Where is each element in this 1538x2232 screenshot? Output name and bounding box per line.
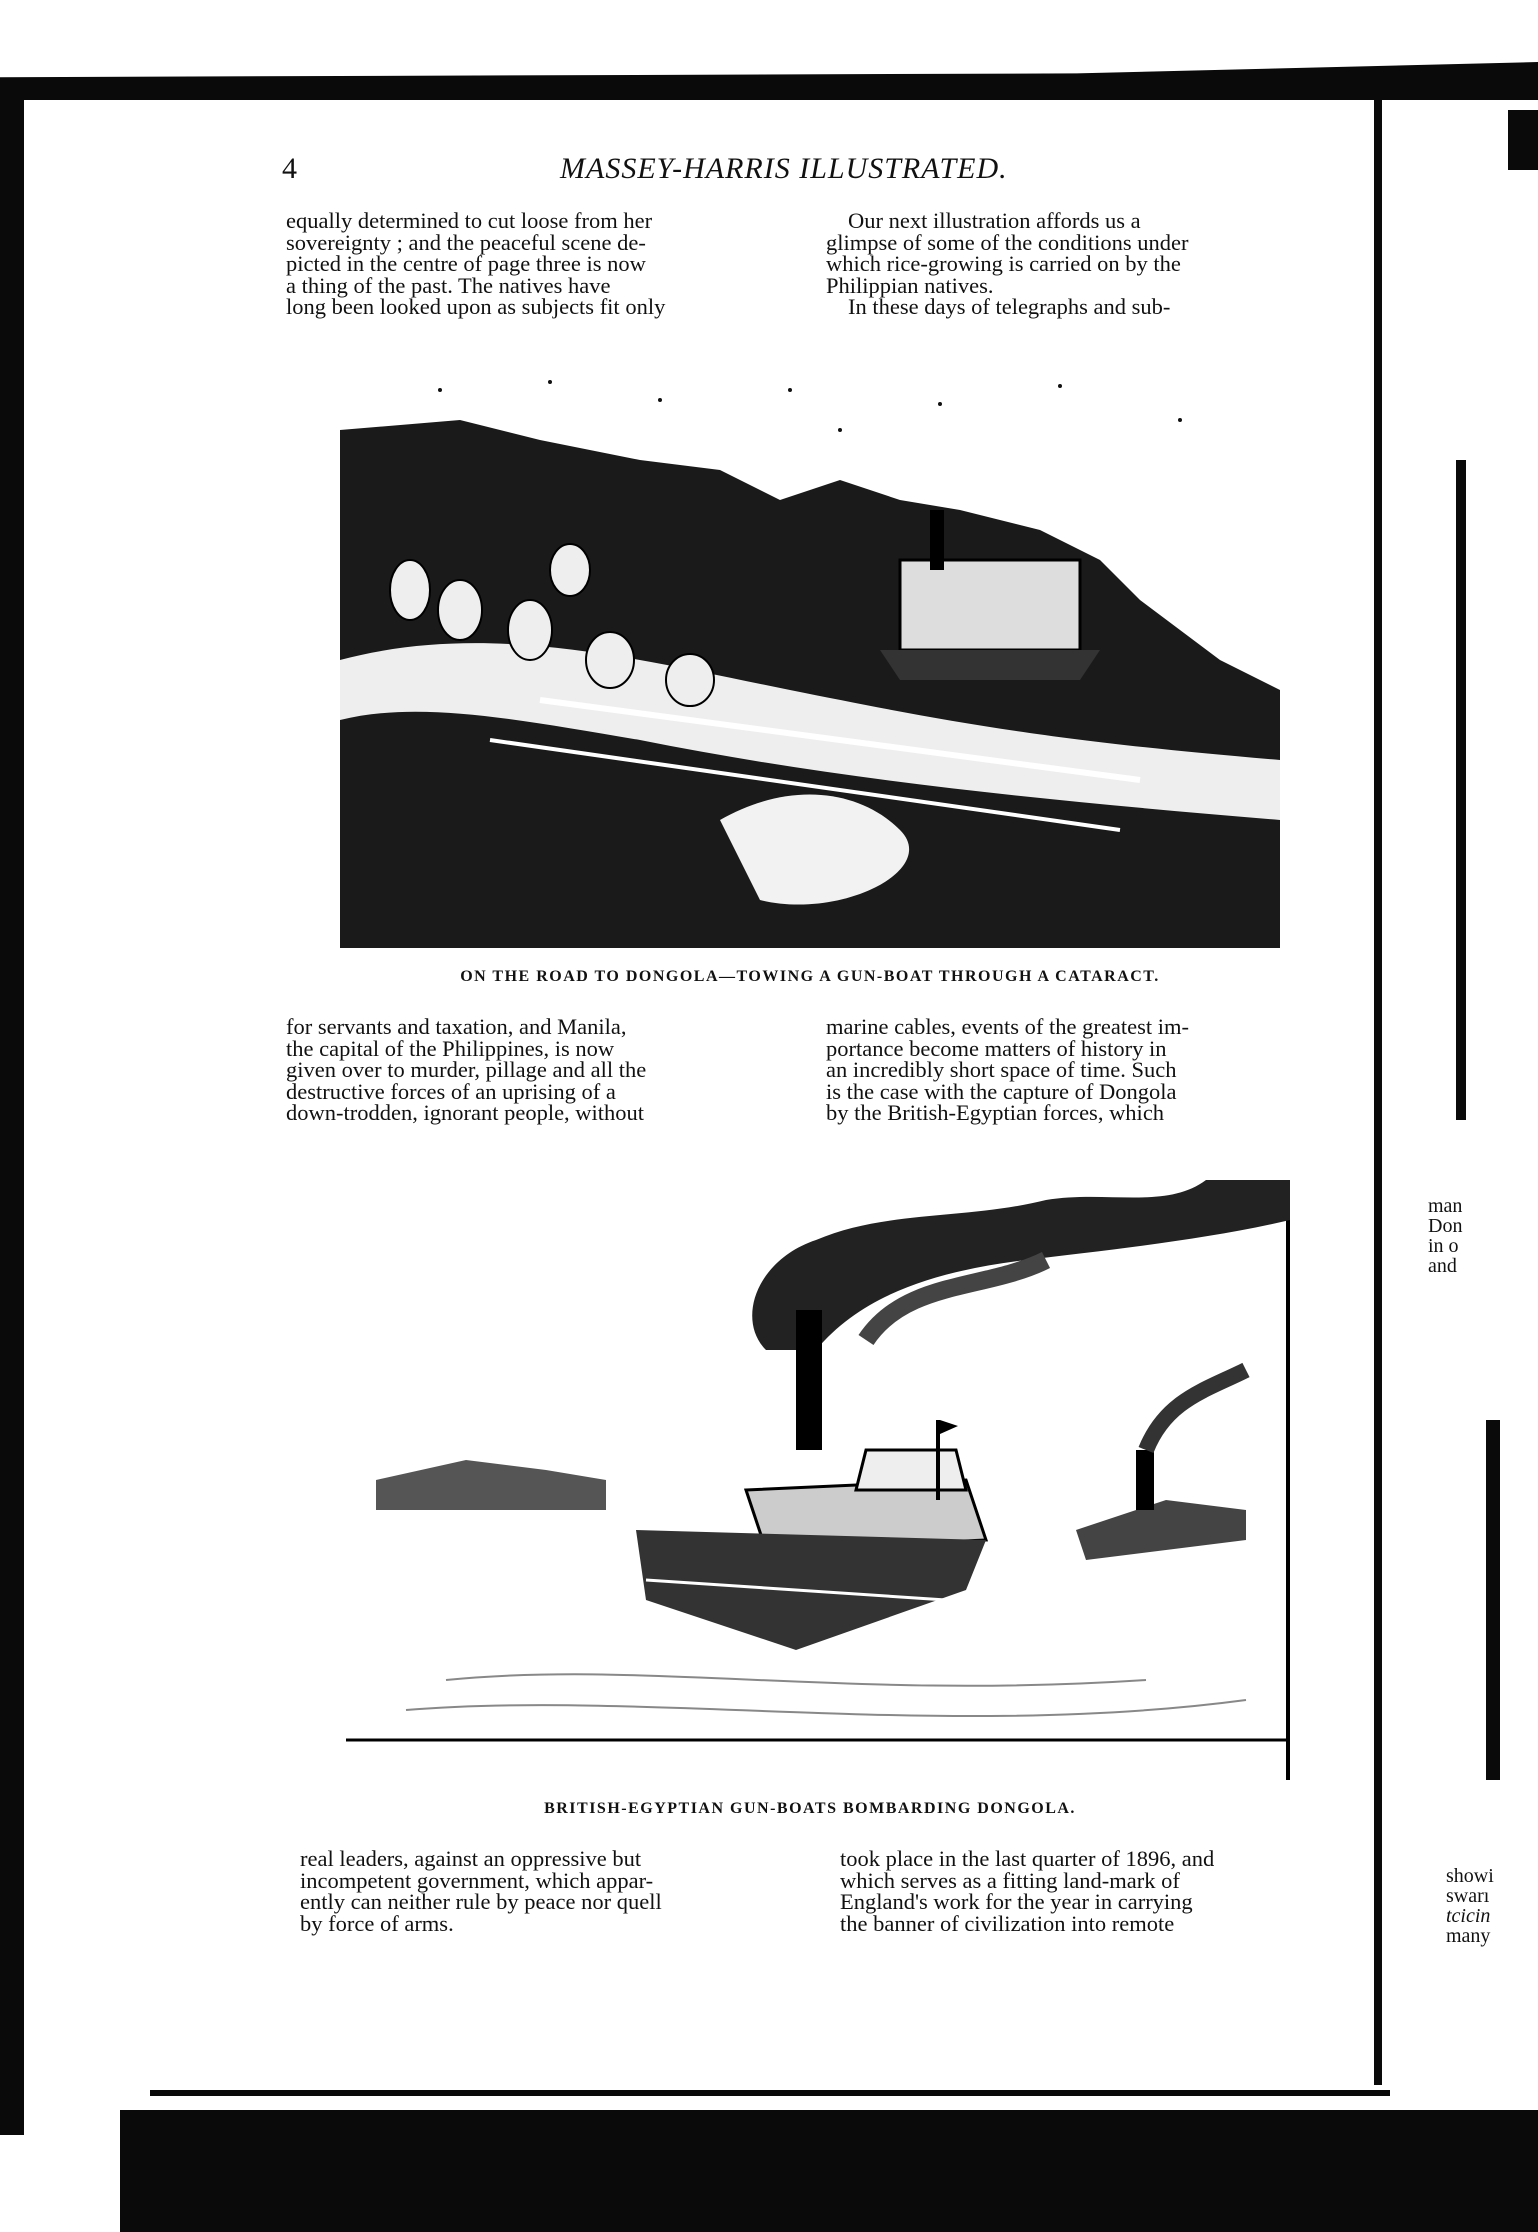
text-line: a thing of the past. The natives have bbox=[286, 272, 611, 298]
text-line: incompetent government, which appar- bbox=[300, 1867, 654, 1893]
text-line: for servants and taxation, and Manila, bbox=[286, 1014, 627, 1039]
text-line: which serves as a fitting land-mark of bbox=[840, 1867, 1180, 1893]
scan-top-bar bbox=[0, 0, 1538, 24]
scan-bottom-bar bbox=[120, 2110, 1538, 2232]
text-line: by force of arms. bbox=[300, 1910, 454, 1936]
text-line: long been looked upon as subjects fit only bbox=[286, 294, 666, 319]
scan-left-edge bbox=[0, 95, 24, 2135]
engraving-image bbox=[346, 1180, 1290, 1780]
fragment-line: swarı bbox=[1446, 1885, 1490, 1907]
fragment-line: in o bbox=[1428, 1235, 1459, 1257]
text-line: Our next illustration affords us a bbox=[848, 208, 1141, 233]
text-line: glimpse of some of the conditions under bbox=[826, 229, 1189, 255]
scan-top-dark-edge bbox=[0, 62, 1538, 100]
text-line: sovereignty ; and the peaceful scene de- bbox=[286, 229, 646, 255]
fragment-line: many bbox=[1446, 1925, 1491, 1947]
middle-right-column bbox=[826, 1016, 1336, 1124]
top-left-column bbox=[286, 210, 806, 318]
text-line: equally determined to cut loose from her bbox=[286, 208, 653, 233]
text-line: down-trodden, ignorant people, without bbox=[286, 1100, 645, 1125]
text-line: picted in the centre of page three is now bbox=[286, 251, 646, 276]
adjacent-page-fragment-lower bbox=[1446, 1866, 1538, 1946]
fragment-line: showi bbox=[1446, 1865, 1494, 1887]
text-line: destructive forces of an uprising of a bbox=[286, 1078, 616, 1104]
text-line: took place in the last quarter of 1896, and bbox=[840, 1846, 1215, 1871]
adjacent-page-rule-lower bbox=[1486, 1420, 1500, 1780]
fragment-line: and bbox=[1428, 1255, 1457, 1277]
gunboats-bombarding-illustration bbox=[346, 1180, 1290, 1780]
page-number: 4 bbox=[282, 152, 297, 185]
text-line: given over to murder, pillage and all the bbox=[286, 1057, 647, 1082]
fragment-line: tcicin bbox=[1446, 1905, 1491, 1927]
fragment-line: man bbox=[1428, 1195, 1463, 1217]
text-line: the banner of civilization into remote bbox=[840, 1910, 1175, 1936]
illustration-1-caption: ON THE ROAD TO DONGOLA—TOWING A GUN-BOAT THROUGH A CATARACT. bbox=[460, 968, 1160, 985]
text-line: marine cables, events of the greatest im- bbox=[826, 1014, 1189, 1039]
text-line: real leaders, against an oppressive but bbox=[300, 1846, 642, 1871]
cataract-towing-illustration bbox=[340, 360, 1280, 948]
adjacent-page-rule bbox=[1456, 460, 1466, 1120]
text-line: In these days of telegraphs and sub- bbox=[848, 294, 1171, 319]
bottom-right-column bbox=[840, 1848, 1340, 1934]
text-line: Philippian natives. bbox=[826, 272, 994, 298]
illustration-2-caption: BRITISH-EGYPTIAN GUN-BOATS BOMBARDING DONGOLA. bbox=[544, 1800, 1076, 1817]
fragment-line: Don bbox=[1428, 1215, 1463, 1237]
text-line: is the case with the capture of Dongola bbox=[826, 1078, 1177, 1104]
text-line: which rice-growing is carried on by the bbox=[826, 251, 1181, 276]
bottom-left-column bbox=[300, 1848, 806, 1934]
text-line: ently can neither rule by peace nor quell bbox=[300, 1889, 662, 1914]
text-line: portance become matters of history in bbox=[826, 1035, 1167, 1061]
page-right-edge bbox=[1374, 95, 1382, 2085]
text-line: an incredibly short space of time. Such bbox=[826, 1057, 1177, 1082]
text-line: the capital of the Philippines, is now bbox=[286, 1035, 615, 1061]
scan-bottom-rule bbox=[150, 2090, 1390, 2096]
text-line: England's work for the year in carrying bbox=[840, 1889, 1193, 1914]
adjacent-page-fragment-upper bbox=[1428, 1196, 1528, 1276]
text-line: by the British-Egyptian forces, which bbox=[826, 1100, 1165, 1125]
adjacent-page-top-rule bbox=[1508, 110, 1538, 170]
running-title: MASSEY-HARRIS ILLUSTRATED. bbox=[560, 152, 1008, 185]
engraving-image bbox=[340, 360, 1280, 948]
top-right-column bbox=[826, 210, 1336, 318]
middle-left-column bbox=[286, 1016, 806, 1124]
